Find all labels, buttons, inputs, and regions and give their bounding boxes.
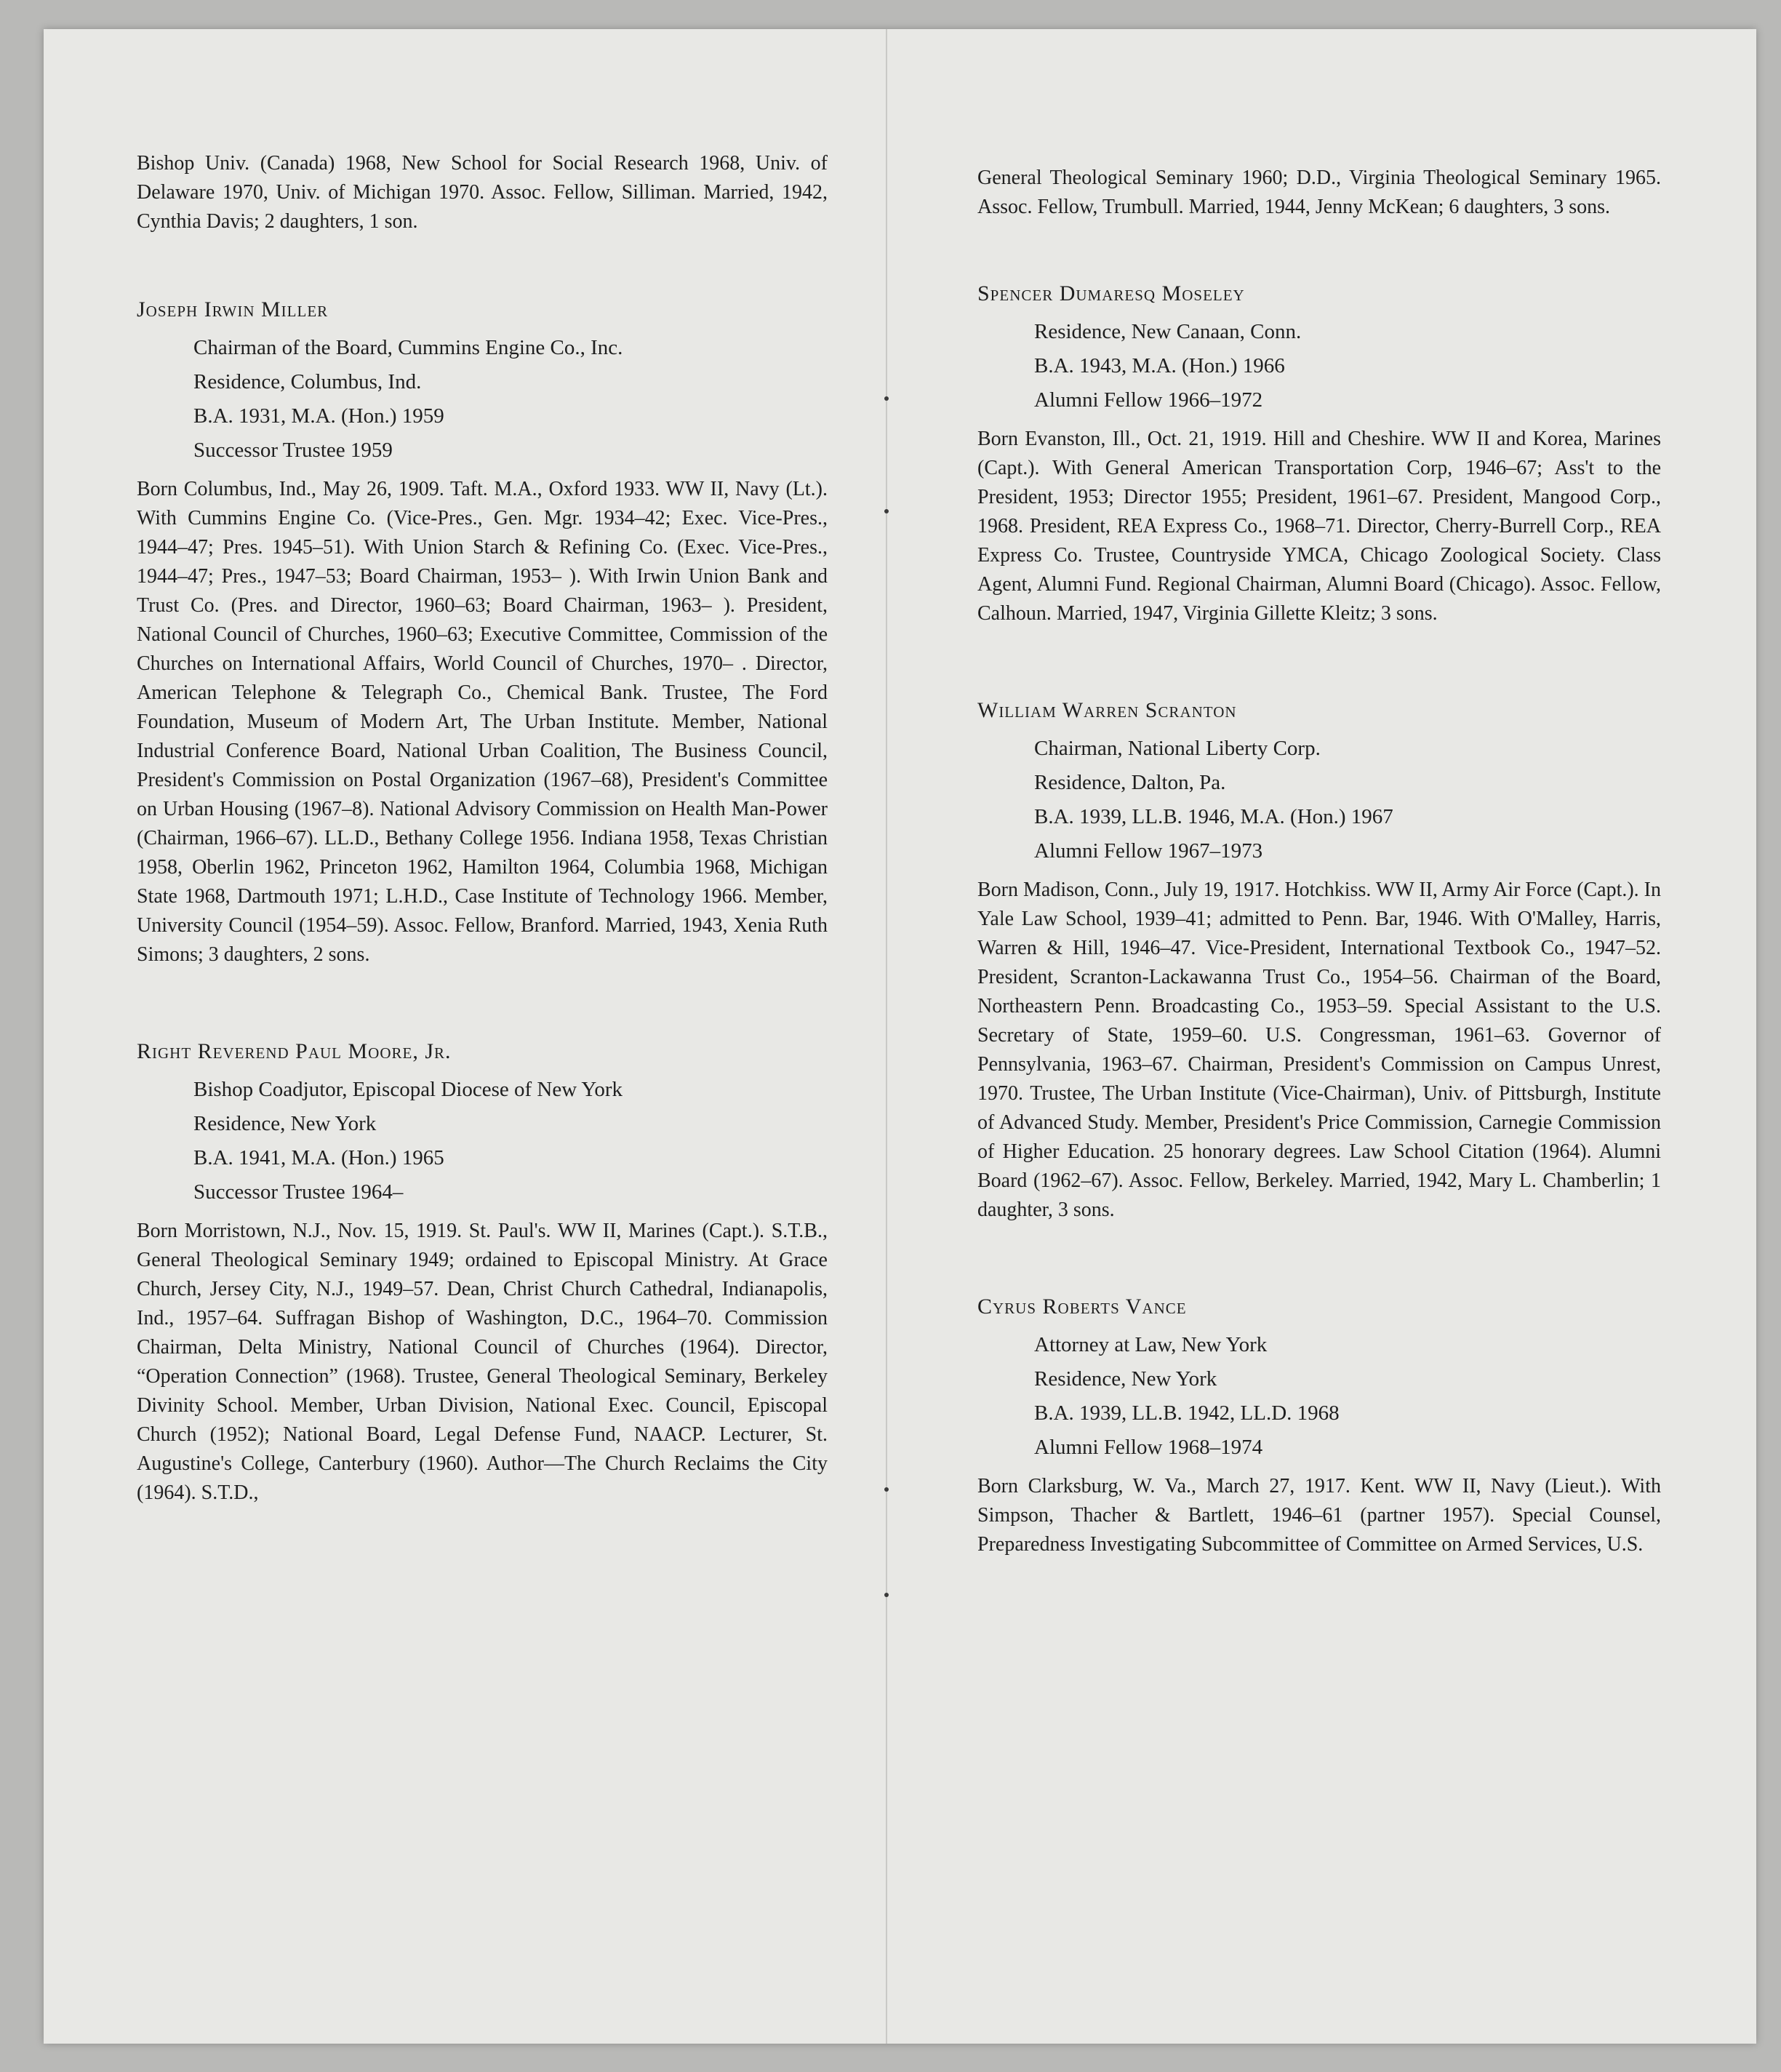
fact-line: B.A. 1939, LL.B. 1946, M.A. (Hon.) 1967 (1034, 805, 1393, 828)
binding-mark (884, 1487, 889, 1492)
trustee-entry-miller (137, 297, 828, 969)
trustee-facts (1034, 315, 1661, 417)
trustee-biography: Born Evanston, Ill., Oct. 21, 1919. Hill and Cheshire. WW II and Korea, Marines (Capt.). With General American Transportation Corp, 1946–67; Ass't to the President, 1953; Director 1955; President, 1961–67. President, Mangood Corp., 1968. President, REA Express Co., 1968–71. Director, Cherry-Burrell Corp., REA Express Co. Trustee, Countryside YMCA, Chicago Zoological Society. Class Agent, Alumni Fund. Regional Chairman, Alumni Board (Chicago). Assoc. Fellow, Calhoun. Married, 1947, Virginia Gillette Kleitz; 3 sons. (977, 428, 1661, 625)
fact-line: B.A. 1931, M.A. (Hon.) 1959 (193, 404, 444, 428)
trustee-name: Spencer Dumaresq Moseley (977, 281, 1245, 305)
binding-mark (884, 509, 889, 513)
binding-mark (884, 1593, 889, 1597)
trustee-name: Right Reverend Paul Moore, Jr. (137, 1039, 452, 1063)
trustee-biography: Born Clarksburg, W. Va., March 27, 1917. Kent. WW II, Navy (Lieut.). With Simpson, Thacher & Bartlett, 1946–61 (partner 1957). Special Counsel, Preparedness Investigating Subcommittee of Committee on Armed Services, U.S. (977, 1475, 1661, 1556)
fact-line: Attorney at Law, New York (1034, 1333, 1268, 1356)
book-spread (44, 29, 1756, 2044)
trustee-facts (1034, 1328, 1661, 1465)
trustee-biography: Born Columbus, Ind., May 26, 1909. Taft. M.A., Oxford 1933. WW II, Navy (Lt.). With Cummins Engine Co. (Vice-Pres., Gen. Mgr. 1934–42; Exec. Vice-Pres., 1944–47; Pres. 1945–51). With Union Starch & Refining Co. (Exec. Vice-Pres., 1944–47; Pres., 1947–53; Board Chairman, 1953– ). With Irwin Union Bank and Trust Co. (Pres. and Director, 1960–63; Board Chairman, 1963– ). President, National Council of Churches, 1960–63; Executive Committee, Commission of the Churches on International Affairs, World Council of Churches, 1970– . Director, American Telephone & Telegraph Co., Chemical Bank. Trustee, The Ford Foundation, Museum of Modern Art, The Urban Institute. Member, National Industrial Conference Board, National Urban Coalition, The Business Council, President's Commission on Postal Organization (1967–68), President's Committee on Urban Housing (1967–8). National Advisory Commission on Health Man-Power (Chairman, 1966–67). LL.D., Bethany College 1956. Indiana 1958, Texas Christian 1958, Oberlin 1962, Princeton 1962, Hamilton 1964, Columbia 1968, Michigan State 1968, Dartmouth 1971; L.H.D., Case Institute of Technology 1966. Member, University Council (1954–59). Assoc. Fellow, Branford. Married, 1943, Xenia Ruth Simons; 3 daughters, 2 sons. (137, 478, 828, 966)
trustee-entry-scranton (977, 698, 1661, 1225)
trustee-facts (193, 331, 828, 468)
fact-line: Alumni Fellow 1968–1974 (1034, 1436, 1263, 1459)
fact-line: Residence, New York (1034, 1367, 1217, 1391)
trustee-name: Joseph Irwin Miller (137, 297, 329, 321)
binding-mark (884, 396, 889, 401)
fact-line: Successor Trustee 1964– (193, 1180, 404, 1204)
fact-line: Residence, Columbus, Ind. (193, 370, 422, 393)
fact-line: Residence, New York (193, 1112, 377, 1135)
trustee-name: William Warren Scranton (977, 698, 1237, 722)
continuation-text: Bishop Univ. (Canada) 1968, New School for Social Research 1968, Univ. of Delaware 1970, Univ. of Michigan 1970. Assoc. Fellow, Silliman. Married, 1942, Cynthia Davis; 2 daughters, 1 son. (137, 152, 828, 233)
fact-line: Residence, Dalton, Pa. (1034, 771, 1226, 794)
fact-line: B.A. 1941, M.A. (Hon.) 1965 (193, 1146, 444, 1169)
right-column (977, 164, 1661, 1559)
fact-line: Alumni Fellow 1966–1972 (1034, 388, 1263, 412)
left-page (44, 29, 887, 2044)
fact-line: B.A. 1939, LL.B. 1942, LL.D. 1968 (1034, 1401, 1340, 1425)
trustee-entry-vance (977, 1295, 1661, 1559)
fact-line: Chairman, National Liberty Corp. (1034, 737, 1321, 760)
fact-line: Chairman of the Board, Cummins Engine Co., Inc. (193, 336, 623, 359)
trustee-biography: Born Morristown, N.J., Nov. 15, 1919. St. Paul's. WW II, Marines (Capt.). S.T.B., General Theological Seminary 1949; ordained to Episcopal Ministry. At Grace Church, Jersey City, N.J., 1949–57. Dean, Christ Church Cathedral, Indianapolis, Ind., 1957–64. Suffragan Bishop of Washington, D.C., 1964–70. Commission Chairman, Delta Ministry, National Council of Churches (1964). Director, “Operation Connection” (1968). Trustee, General Theological Seminary, Berkeley Divinity School. Member, Urban Division, National Exec. Council, Episcopal Church (1952); National Board, Legal Defense Fund, NAACP. Lecturer, St. Augustine's College, Canterbury (1960). Author—The Church Reclaims the City (1964). S.T.D., (137, 1220, 828, 1504)
fact-line: Residence, New Canaan, Conn. (1034, 320, 1302, 343)
trustee-biography: Born Madison, Conn., July 19, 1917. Hotchkiss. WW II, Army Air Force (Capt.). In Yale Law School, 1939–41; admitted to Penn. Bar, 1946. With O'Malley, Harris, Warren & Hill, 1946–47. Vice-President, International Textbook Co., 1947–52. President, Scranton-Lackawanna Trust Co., 1954–56. Chairman of the Board, Northeastern Penn. Broadcasting Co., 1953–59. Special Assistant to the U.S. Secretary of State, 1959–60. U.S. Congressman, 1961–63. Governor of Pennsylvania, 1963–67. Chairman, President's Commission on Campus Unrest, 1970. Trustee, The Urban Institute (Vice-Chairman), Univ. of Pittsburgh, Institute of Advanced Study. Member, President's Price Commission, Carnegie Commission of Higher Education. 25 honorary degrees. Law School Citation (1964). Alumni Board (1962–67). Assoc. Fellow, Berkeley. Married, 1942, Mary L. Chamberlin; 1 daughter, 3 sons. (977, 879, 1662, 1221)
fact-line: Bishop Coadjutor, Episcopal Diocese of New York (193, 1078, 623, 1101)
trustee-name: Cyrus Roberts Vance (977, 1295, 1187, 1319)
right-page (887, 29, 1756, 2044)
left-column (137, 149, 828, 1508)
fact-line: B.A. 1943, M.A. (Hon.) 1966 (1034, 354, 1285, 377)
fact-line: Alumni Fellow 1967–1973 (1034, 839, 1263, 863)
trustee-entry-moseley (977, 281, 1661, 628)
trustee-facts (1034, 732, 1661, 868)
trustee-entry-moore (137, 1039, 828, 1508)
trustee-facts (193, 1073, 828, 1209)
fact-line: Successor Trustee 1959 (193, 439, 393, 462)
continuation-text: General Theological Seminary 1960; D.D., Virginia Theological Seminary 1965. Assoc. Fellow, Trumbull. Married, 1944, Jenny McKean; 6 daughters, 3 sons. (977, 167, 1661, 218)
